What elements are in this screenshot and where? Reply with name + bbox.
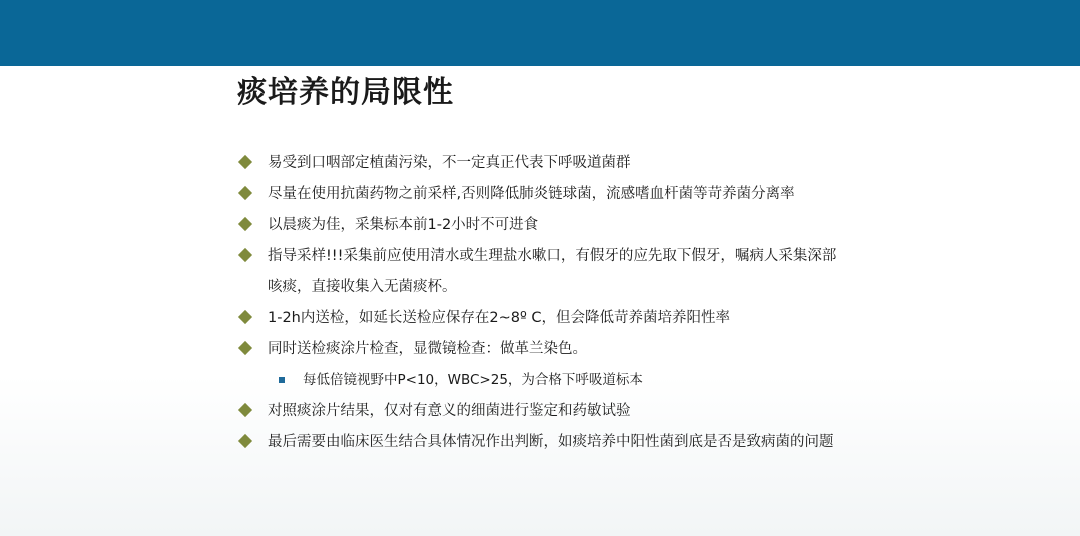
diamond-bullet-icon — [238, 217, 252, 231]
diamond-bullet-icon — [238, 434, 252, 448]
slide-title: 痰培养的局限性 — [237, 75, 454, 110]
list-item-text: 指导采样!!!采集前应使用清水或生理盐水嗽口，有假牙的应先取下假牙，嘱病人采集深部咳痰，直接收集入无菌痰杯。 — [268, 248, 837, 295]
list-item — [238, 148, 878, 179]
list-item-text: 最后需要由临床医生结合具体情况作出判断，如痰培养中阳性菌到底是否是致病菌的问题 — [268, 434, 834, 450]
diamond-bullet-icon — [238, 310, 252, 324]
diamond-bullet-icon — [238, 403, 252, 417]
bullet-list — [238, 148, 878, 458]
list-item — [238, 396, 878, 427]
sub-list-item-text: 每低倍镜视野中P<10，WBC>25，为合格下呼吸道标本 — [303, 372, 643, 388]
list-item — [238, 303, 878, 334]
sub-list-item — [238, 365, 878, 396]
list-item-text: 对照痰涂片结果，仅对有意义的细菌进行鉴定和药敏试验 — [268, 403, 631, 419]
diamond-bullet-icon — [238, 186, 252, 200]
diamond-bullet-icon — [238, 248, 252, 262]
list-item-text: 同时送检痰涂片检查，显微镜检查：做革兰染色。 — [268, 341, 587, 357]
list-item — [238, 427, 878, 458]
list-item — [238, 210, 878, 241]
diamond-bullet-icon — [238, 155, 252, 169]
list-item — [238, 179, 878, 210]
list-item-text: 尽量在使用抗菌药物之前采样,否则降低肺炎链球菌，流感嗜血杆菌等苛养菌分离率 — [268, 186, 795, 202]
list-item — [238, 334, 878, 365]
header-band — [0, 0, 1080, 66]
list-item-text: 1-2h内送检，如延长送检应保存在2~8º C，但会降低苛养菌培养阳性率 — [268, 310, 731, 326]
square-bullet-icon — [279, 377, 285, 383]
list-item — [238, 241, 878, 303]
list-item-text: 易受到口咽部定植菌污染，不一定真正代表下呼吸道菌群 — [268, 155, 631, 171]
list-item-text: 以晨痰为佳，采集标本前1-2小时不可进食 — [268, 217, 539, 233]
diamond-bullet-icon — [238, 341, 252, 355]
